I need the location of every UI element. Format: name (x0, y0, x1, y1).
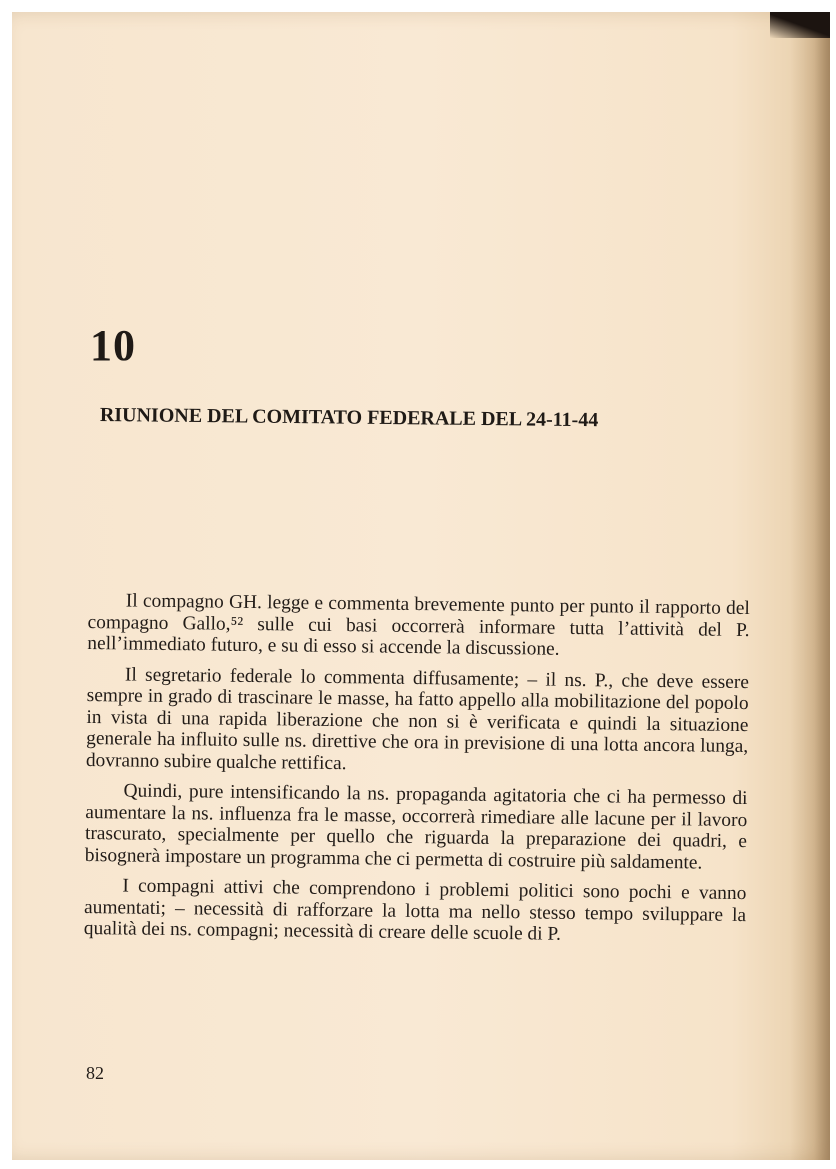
scan-corner-shadow (770, 12, 830, 38)
page-binding-shadow (790, 12, 830, 1160)
page-number: 82 (86, 1063, 104, 1083)
paper-page (12, 12, 830, 1160)
paragraph-3: Quindi, pure intensificando la ns. propaganda agitatoria che ci ha permesso di aumentare la ns. influenza fra le masse, occorrerà rimediare alle lacune per il lavoro trascurato, specialmente per quello che riguarda la preparazione dei quadri, e bisognerà impostare un programma che ci permetta di costruire più saldamente. (84, 780, 748, 874)
paragraph-1: Il compagno GH. legge e commenta brevemente punto per punto il rapporto del compagno Gallo,⁵² sulle cui basi occorrerà informare tutta l’attività del P. nell’immediato futuro, e su di esso si accende la discussione. (87, 590, 750, 660)
paragraph-2: Il segretario federale lo commenta diffusamente; – il ns. P., che deve essere sempre in grado di trascinare le masse, ha fatto appello alla mobilitazione del popolo in vista di una rapida liberazione che non si è verificata e quindi la situazione generale ha influito sulle ns. direttive che ora in previsione di una lotta ancora lunga, dovranno subire qualche rettifica. (85, 663, 750, 774)
chapter-title: RIUNIONE DEL COMITATO FEDERALE DEL 24-11-44 (99, 404, 599, 432)
body-text (84, 590, 750, 948)
chapter-number: 10 (90, 321, 136, 370)
paragraph-4: I compagni attivi che comprendono i problemi politici sono pochi e vanno aumentati; – necessità di rafforzare la lotta ma nello stesso tempo sviluppare la qualità dei ns. compagni; necessità di creare delle scuole di P. (83, 875, 747, 945)
